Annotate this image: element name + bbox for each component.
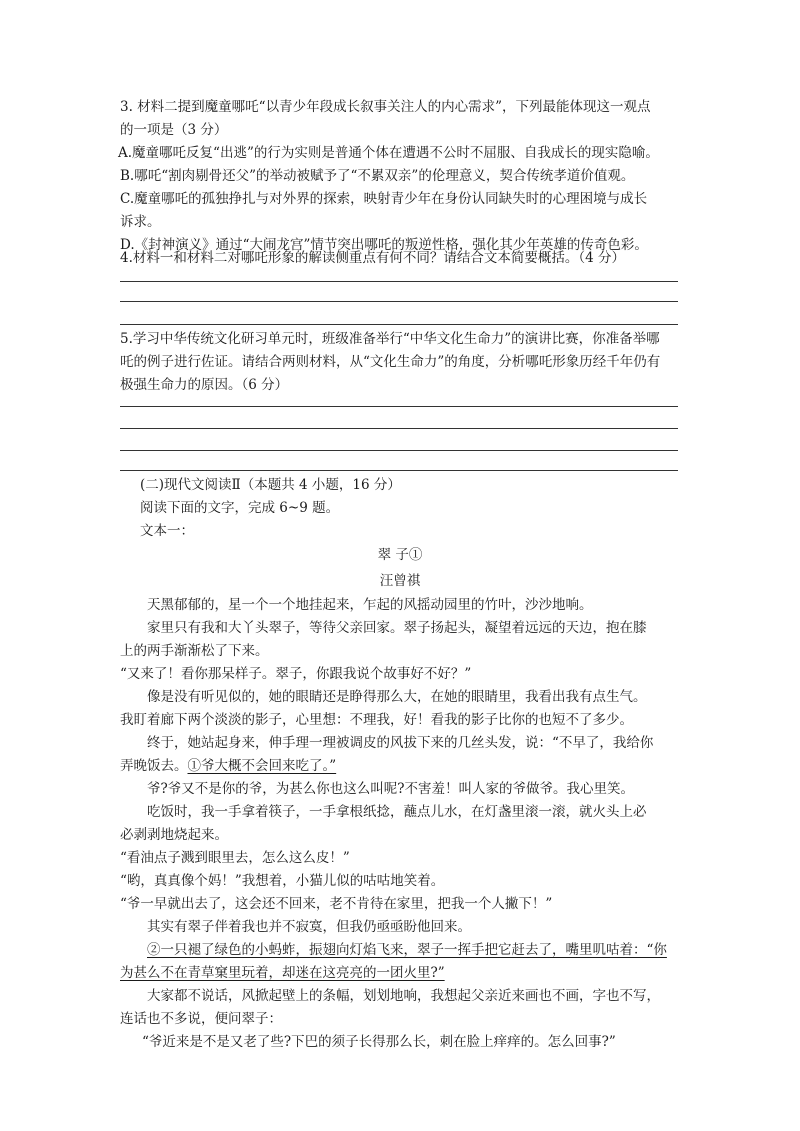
story-paragraph: 终于，她站起身来，伸手理一理被调皮的风拔下来的几丝头发，说：“不早了，我给你 — [147, 735, 654, 751]
question-5 — [120, 328, 680, 397]
underlined-sentence-1: ①爷大概不会回来吃了。” — [187, 758, 337, 774]
story-paragraph: “哟，真真像个妈！”我想着，小猫儿似的咕咕地笑着。 — [120, 873, 445, 889]
story-paragraph: 像是没有听见似的，她的眼睛还是睁得那么大，在她的眼睛里，我看出我有点生气。 — [147, 689, 647, 705]
q3-option-b: B.哪吒“割肉剔骨还父”的举动被赋予了“不累双亲”的伦理意义，契合传统孝道价值观。 — [120, 168, 635, 184]
story-author: 汪曾祺 — [379, 573, 421, 589]
q5-stem-line: 吒的例子进行佐证。请结合两则材料，从“文化生命力”的角度，分析哪吒形象历经千年仍有 — [120, 354, 661, 370]
q3-option-c: 诉求。 — [120, 214, 161, 230]
q3-option-c: C.魔童哪吒的孤独挣扎与对外界的探索，映射青少年在身份认同缺失时的心理困境与成长 — [120, 191, 648, 207]
story-paragraph: 必剥剥地烧起来。 — [120, 827, 228, 843]
story-paragraph: 吃饭时，我一手拿着筷子，一手拿根纸捻，蘸点儿水，在灯盏里滚一滚，就火头上必 — [147, 804, 647, 820]
story-paragraph: 爷?爷又不是你的爷，为甚么你也这么叫呢?不害羞！叫人家的爷做爷。我心里笑。 — [147, 781, 634, 797]
question-3 — [120, 96, 680, 257]
story-body — [120, 594, 680, 1054]
q5-stem-line: 极强生命力的原因。（6 分） — [120, 377, 289, 393]
section-heading: (二)现代文阅读Ⅱ（本题共 4 小题，16 分） — [140, 477, 401, 493]
answer-line — [120, 301, 678, 302]
answer-line — [120, 470, 678, 471]
q3-option-a: A.魔童哪吒反复“出逃”的行为实则是普通个体在遭遇不公时不屈服、自我成长的现实隐喻。 — [118, 145, 659, 161]
answer-line — [120, 281, 678, 282]
story-paragraph: 天黑郁郁的，星一个一个地挂起来，乍起的风摇动园里的竹叶，沙沙地响。 — [147, 597, 593, 613]
section-instruction: 阅读下面的文字，完成 6~9 题。 — [140, 500, 340, 516]
story-header — [120, 544, 680, 593]
story-paragraph: “爷近来是不是又老了些?下巴的须子长得那么长，刺在脸上痒痒的。怎么回事?” — [142, 1034, 616, 1050]
story-paragraph: 家里只有我和大丫头翠子，等待父亲回家。翠子扬起头，凝望着远远的天边，抱在膝 — [147, 620, 647, 636]
q4-stem: 4.材料一和材料二对哪吒形象的解读侧重点有何不同？请结合文本简要概括。（4 分） — [120, 250, 626, 266]
q3-stem-line: 的一项是（3 分） — [120, 122, 228, 138]
answer-line — [120, 324, 678, 325]
q3-option-d: D.《封神演义》通过“大闹龙宫”情节突出哪吒的叛逆性格，强化其少年英雄的传奇色彩。 — [120, 237, 648, 253]
story-paragraph — [120, 755, 680, 778]
story-paragraph: “看油点子溅到眼里去，怎么这么皮！” — [120, 850, 350, 866]
section-2 — [120, 474, 680, 543]
story-title: 翠 子① — [377, 547, 423, 563]
question-4 — [120, 247, 680, 270]
underlined-sentence-2: ②一只褪了绿色的小蚂蚱，振翅向灯焰飞来，翠子一挥手把它赶去了，嘴里叽咕着：“你 — [147, 942, 667, 958]
underlined-sentence-2: 为甚么不在青草窠里玩着，却迷在这亮亮的一团火里?” — [120, 965, 445, 981]
story-paragraph: “又来了！看你那呆样子。翠子，你跟我说个故事好不好？” — [120, 666, 472, 682]
text-label: 文本一： — [140, 523, 194, 539]
story-paragraph: “爷一早就出去了，这会还不回来，老不肯待在家里，把我一个人撇下！” — [120, 896, 553, 912]
q3-stem-line: 3. 材料二提到魔童哪吒“以青少年段成长叙事关注人的内心需求”，下列最能体现这一观点 — [120, 99, 651, 115]
q5-stem-line: 5.学习中华传统文化研习单元时，班级准备举行“中华文化生命力”的演讲比赛，你准备举哪 — [120, 331, 660, 347]
story-paragraph: 其实有翠子伴着我也并不寂寞，但我仍亟亟盼他回来。 — [147, 919, 471, 935]
answer-line — [120, 406, 678, 407]
answer-line — [120, 450, 678, 451]
story-paragraph: 上的两手渐渐松了下来。 — [120, 643, 269, 659]
story-paragraph: 大家都不说话，风掀起壁上的条幅，划划地响，我想起父亲近来画也不画，字也不写， — [147, 988, 660, 1004]
story-paragraph: 我盯着廊下两个淡淡的影子，心里想：不理我，好！看我的影子比你的也短不了多少。 — [120, 712, 633, 728]
story-text: 弄晚饭去。 — [120, 758, 188, 774]
story-paragraph: 连话也不多说，便问翠子： — [120, 1011, 282, 1027]
answer-line — [120, 428, 678, 429]
